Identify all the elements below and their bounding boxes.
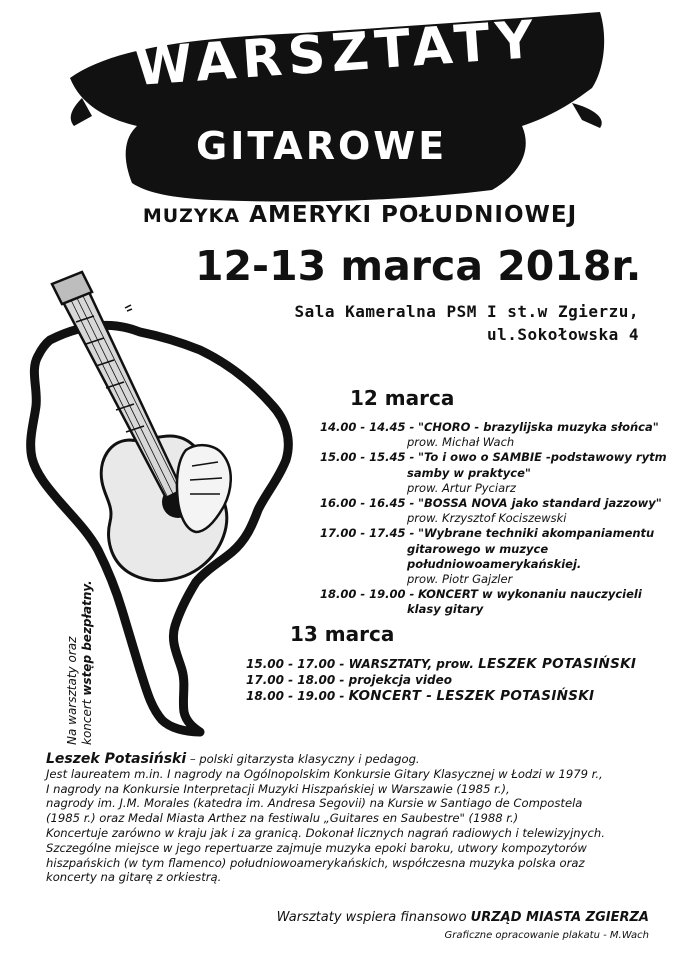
event-title-continued: samby w praktyce": [407, 465, 531, 480]
event-title-continued: klasy gitary: [407, 602, 484, 617]
schedule-item: [246, 688, 666, 704]
schedule-item: [320, 420, 670, 450]
sponsor-prefix: Warsztaty wspiera finansowo: [276, 910, 467, 925]
bio-line: Koncertuje zarówno w kraju jak i za granicą. Dokonał licznych nagrań radiowych i telewizyjnych.: [46, 825, 605, 840]
event-time: 17.00 - 17.45 -: [320, 526, 415, 541]
free-entry-line-1: Na warsztaty oraz: [65, 636, 79, 745]
schedule-item: [320, 450, 670, 496]
bio-line: hiszpańskich (w tym flamenco) południowoamerykańskich, współczesna muzyka polska oraz: [46, 855, 585, 870]
bio-line: (1985 r.) oraz Medal Miasta Arthez na festiwalu „Guitares en Saubestre" (1988 r.): [46, 811, 519, 826]
sponsor-line: [277, 910, 649, 925]
event-title: projekcja video: [348, 673, 453, 687]
event-time: 17.00 - 18.00 -: [246, 673, 345, 687]
event-title: WARSZTATY, prow.: [348, 657, 474, 671]
music-theme-rest: AMERYKI POŁUDNIOWEJ: [249, 202, 578, 228]
schedule-item: [320, 496, 670, 526]
day2-heading: 13 marca: [290, 622, 395, 646]
artist-biography: [46, 752, 666, 885]
venue-line-1: Sala Kameralna PSM I st.w Zgierzu,: [294, 302, 639, 321]
event-title: "Wybrane techniki akompaniamentu: [417, 526, 655, 541]
event-date: 12-13 marca 2018r.: [195, 242, 642, 290]
event-time: 15.00 - 15.45 -: [320, 450, 415, 465]
sponsor-organization: URZĄD MIASTA ZGIERZA: [470, 910, 649, 925]
poster-title: WARSZTATY: [132, 9, 542, 98]
day2-schedule: [246, 656, 666, 704]
event-title: KONCERT w wykonaniu nauczycieli: [417, 587, 642, 602]
event-time: 18.00 - 19.00 -: [246, 689, 345, 703]
event-performer: LESZEK POTASIŃSKI: [436, 688, 595, 704]
bio-intro-text: – polski gitarzysta klasyczny i pedagog.: [186, 752, 420, 766]
day1-schedule: [320, 420, 670, 618]
bio-intro: [46, 752, 666, 767]
event-title: "To i owo o SAMBIE -podstawowy rytm: [417, 450, 667, 465]
event-title-continued: południowoamerykańskiej.: [407, 556, 582, 571]
event-teacher: prow. Krzysztof Kociszewski: [407, 511, 567, 526]
event-time: 15.00 - 17.00 -: [246, 657, 345, 671]
bio-line: Szczególne miejsce w jego repertuarze zajmuje muzyka epoki baroku, utwory kompozytorów: [46, 840, 587, 855]
event-teacher: prow. Artur Pyciarz: [407, 480, 516, 495]
artist-name: Leszek Potasiński: [46, 751, 187, 767]
event-time: 14.00 - 14.45 -: [320, 420, 415, 434]
event-teacher: prow. Piotr Gajzler: [407, 572, 513, 587]
bio-line: I nagrody na Konkursie Interpretacji Muzyki Hiszpańskiej w Warszawie (1985 r.),: [46, 781, 510, 796]
free-entry-bold: wstęp bezpłatny.: [80, 580, 94, 696]
event-performer: LESZEK POTASIŃSKI: [478, 656, 637, 672]
design-credits: Graficzne opracowanie plakatu - M.Wach: [444, 930, 649, 941]
bio-line: Jest laureatem m.in. I nagrody na Ogólnopolskim Konkursie Gitary Klasycznej w Łodzi w 1979 r.,: [46, 766, 603, 781]
music-theme-prefix: MUZYKA: [142, 205, 241, 227]
schedule-item: [320, 526, 670, 587]
event-time: 16.00 - 16.45 -: [320, 496, 415, 511]
event-title-continued: gitarowego w muzyce: [407, 541, 549, 556]
schedule-item: [320, 587, 670, 617]
event-title: "CHORO - brazylijska muzyka słońca": [417, 420, 659, 434]
event-time: 18.00 - 19.00 -: [320, 587, 415, 602]
bio-line: nagrody im. J.M. Morales (katedra im. Andresa Segovii) na Kursie w Santiago de Compostela: [46, 796, 583, 811]
day1-heading: 12 marca: [350, 386, 455, 410]
event-title: KONCERT -: [348, 688, 433, 704]
free-entry-line-2: [80, 525, 95, 745]
schedule-item: [246, 672, 666, 688]
event-title: "BOSSA NOVA jako standard jazzowy": [417, 496, 662, 511]
bio-line: koncerty na gitarę z orkiestrą.: [46, 870, 222, 885]
free-entry-note: [65, 525, 95, 745]
free-entry-prefix: koncert: [80, 699, 94, 745]
poster-subtitle-gitarowe: GITAROWE: [196, 124, 448, 168]
schedule-item: [246, 656, 666, 672]
music-theme-heading: [120, 202, 600, 228]
venue-line-2: ul.Sokołowska 4: [487, 325, 639, 344]
event-teacher: prow. Michał Wach: [407, 435, 515, 450]
